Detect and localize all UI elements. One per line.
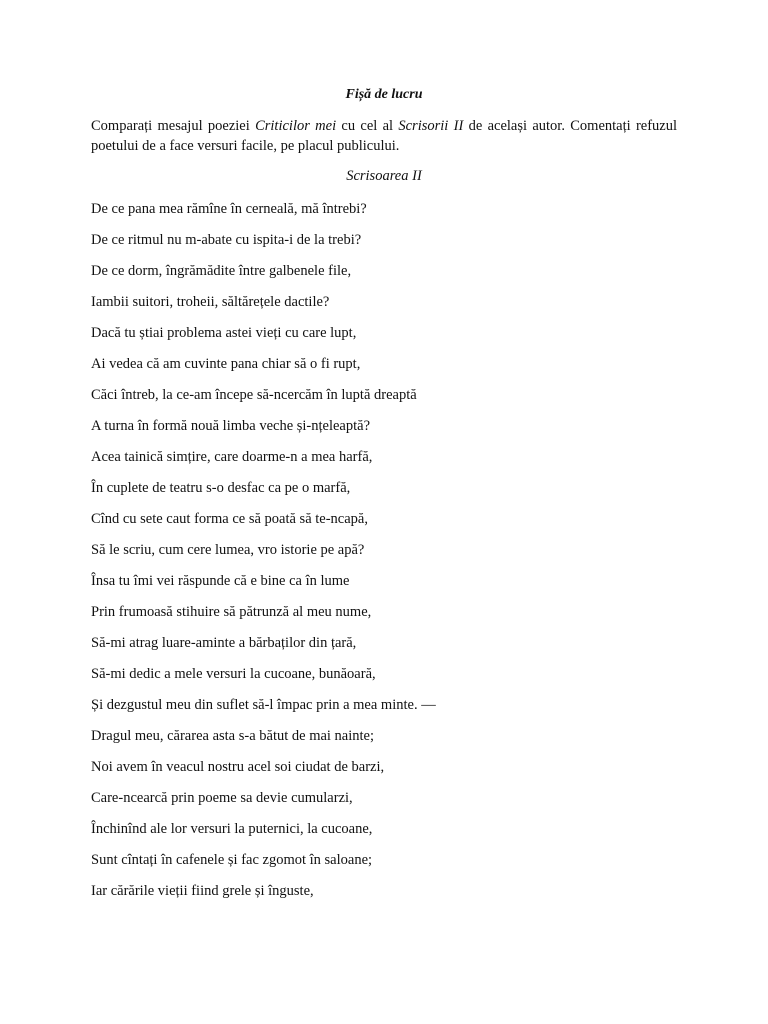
- verse-line: De ce dorm, îngrămădite între galbenele file,: [91, 263, 352, 279]
- verse-line: Prin frumoasă stihuire să pătrunză al meu nume,: [91, 604, 372, 620]
- assignment-text-part-1: Comparați mesajul poeziei: [91, 118, 256, 134]
- verse-line: Și dezgustul meu din suflet să-l împac prin a mea minte. —: [91, 697, 436, 713]
- assignment-text-part-3: de același autor. Comentați refuzul poetului de a face versuri facile, pe placul publicului.: [91, 118, 678, 154]
- verse-line: De ce ritmul nu m-abate cu ispita-i de la trebi?: [91, 232, 362, 248]
- verse-line: Să-mi dedic a mele versuri la cucoane, bunăoară,: [91, 666, 376, 682]
- poem-verses: [91, 200, 691, 913]
- poem-title: Scrisoarea II: [346, 168, 422, 184]
- verse-line: Iambii suitori, troheii, săltărețele dactile?: [91, 294, 330, 310]
- verse-line: A turna în formă nouă limba veche și-nțeleaptă?: [91, 418, 371, 434]
- verse-line: Care-ncearcă prin poeme sa devie cumularzi,: [91, 790, 353, 806]
- worksheet-title: Fișă de lucru: [345, 87, 423, 102]
- poem-reference-criticilor-mei: Criticilor mei: [255, 118, 337, 134]
- poem-reference-scrisorii-ii: Scrisorii II: [398, 118, 464, 134]
- verse-line: Închinînd ale lor versuri la puternici, la cucoane,: [91, 821, 373, 837]
- verse-line: În cuplete de teatru s-o desfac ca pe o marfă,: [91, 480, 351, 496]
- verse-line: Cînd cu sete caut forma ce să poată să te-ncapă,: [91, 511, 368, 527]
- verse-line: Căci întreb, la ce-am începe să-ncercăm în luptă dreaptă: [91, 387, 417, 403]
- verse-line: Acea tainică simțire, care doarme-n a mea harfă,: [91, 449, 373, 465]
- verse-line: Iar cărările vieții fiind grele și înguste,: [91, 883, 314, 899]
- assignment-paragraph: [91, 116, 677, 156]
- verse-line: Sunt cîntați în cafenele și fac zgomot în saloane;: [91, 852, 373, 868]
- verse-line: Ai vedea că am cuvinte pana chiar să o fi rupt,: [91, 356, 361, 372]
- verse-line: Însa tu îmi vei răspunde că e bine ca în lume: [91, 573, 350, 589]
- verse-line: Dacă tu știai problema astei vieți cu care lupt,: [91, 325, 357, 341]
- verse-line: Să-mi atrag luare-aminte a bărbaților din țară,: [91, 635, 357, 651]
- verse-line: Să le scriu, cum cere lumea, vro istorie pe apă?: [91, 542, 365, 558]
- verse-line: Noi avem în veacul nostru acel soi ciudat de barzi,: [91, 759, 385, 775]
- verse-line: De ce pana mea rămîne în cerneală, mă întrebi?: [91, 201, 367, 217]
- assignment-text-part-2: cu cel al: [336, 118, 399, 134]
- verse-line: Dragul meu, cărarea asta s-a bătut de mai nainte;: [91, 728, 375, 744]
